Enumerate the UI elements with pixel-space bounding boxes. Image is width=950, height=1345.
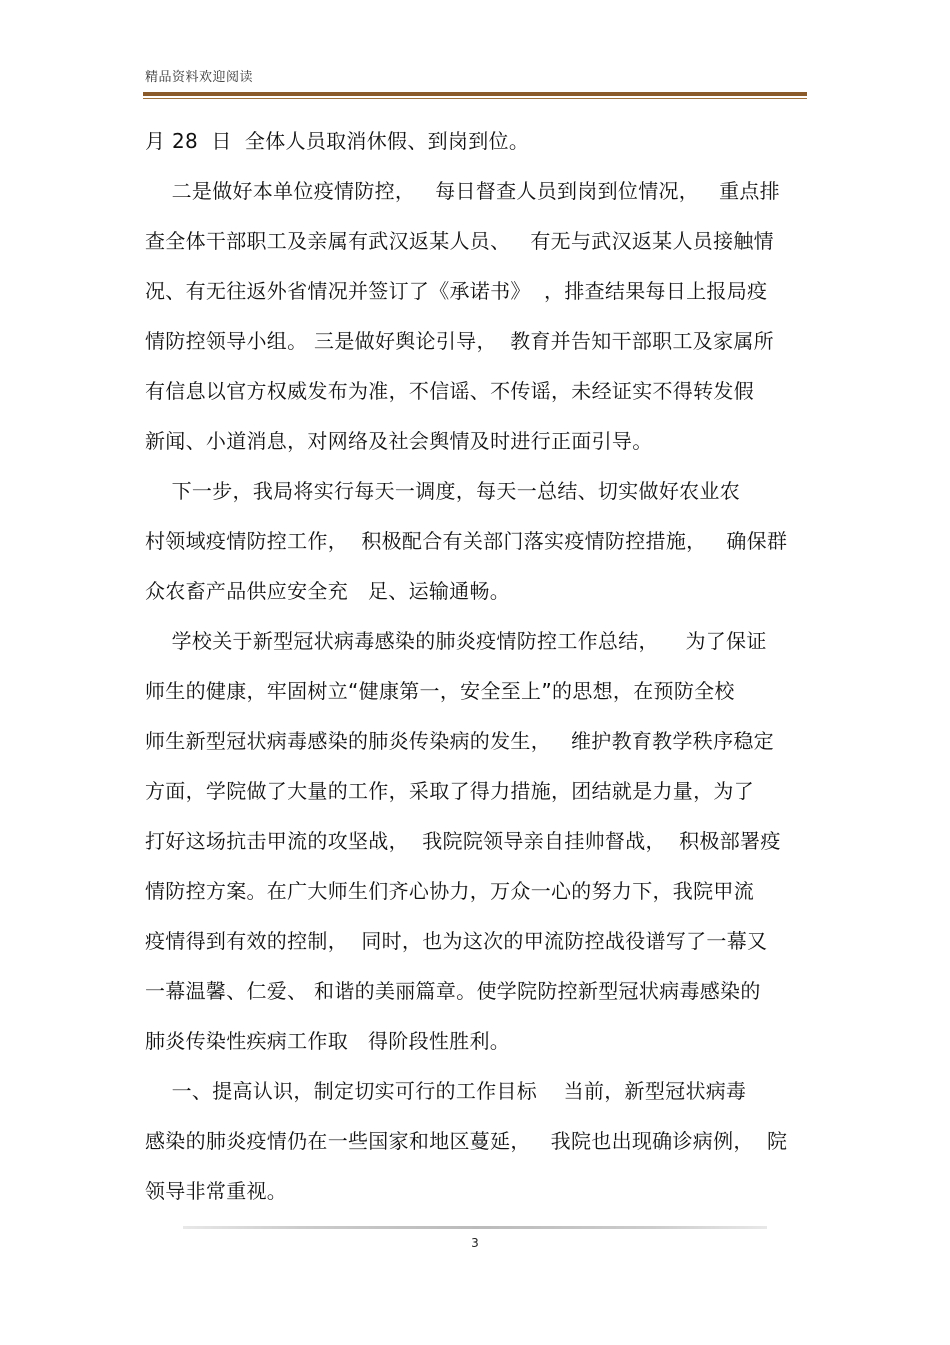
text-line: 众农畜产品供应安全充 足、运输通畅。 bbox=[145, 579, 511, 603]
text-line: 师生的健康，牢固树立“健康第一，安全至上”的思想，在预防全校 bbox=[145, 679, 735, 703]
header-rule bbox=[143, 92, 807, 96]
header-rule-thin bbox=[143, 98, 807, 99]
text-line: 疫情得到有效的控制， 同时，也为这次的甲流防控战役谱写了一幕又 bbox=[145, 929, 768, 953]
document-body bbox=[145, 116, 807, 1216]
text-line: 肺炎传染性疾病工作取 得阶段性胜利。 bbox=[145, 1029, 511, 1053]
text-line: 一、提高认识，制定切实可行的工作目标 当前，新型冠状病毒 bbox=[145, 1079, 747, 1103]
page-number: 3 bbox=[471, 1236, 479, 1250]
text-line: 感染的肺炎疫情仍在一些国家和地区蔓延， 我院也出现确诊病例， 院 bbox=[145, 1129, 788, 1153]
text-line: 有信息以官方权威发布为准，不信谣、不传谣，未经证实不得转发假 bbox=[145, 379, 754, 403]
text-line: 情防控方案。在广大师生们齐心协力，万众一心的努力下，我院甲流 bbox=[145, 879, 754, 903]
running-header: 精品资料欢迎阅读 bbox=[145, 70, 254, 85]
text-line: 查全体干部职工及亲属有武汉返某人员、 有无与武汉返某人员接触情 bbox=[145, 229, 774, 253]
text-line: 村领域疫情防控工作， 积极配合有关部门落实疫情防控措施， 确保群 bbox=[145, 529, 788, 553]
text-line: 新闻、小道消息，对网络及社会舆情及时进行正面引导。 bbox=[145, 429, 653, 453]
text-line: 打好这场抗击甲流的攻坚战， 我院院领导亲自挂帅督战， 积极部署疫 bbox=[145, 829, 781, 853]
text-line: 领导非常重视。 bbox=[145, 1179, 288, 1203]
text-line: 月 28 日 全体人员取消休假、到岗到位。 bbox=[145, 129, 530, 153]
text-line: 学校关于新型冠状病毒感染的肺炎疫情防控工作总结， 为了保证 bbox=[145, 629, 767, 653]
text-line: 师生新型冠状病毒感染的肺炎传染病的发生， 维护教育教学秩序稳定 bbox=[145, 729, 774, 753]
text-line: 情防控领导小组。 三是做好舆论引导， 教育并告知干部职工及家属所 bbox=[145, 329, 774, 353]
text-line: 方面，学院做了大量的工作，采取了得力措施，团结就是力量，为了 bbox=[145, 779, 754, 803]
text-line: 二是做好本单位疫情防控， 每日督查人员到岗到位情况， 重点排 bbox=[145, 179, 780, 203]
footer-rule bbox=[183, 1226, 767, 1229]
text-line: 况、有无往返外省情况并签订了《承诺书》 ，排查结果每日上报局疫 bbox=[145, 279, 768, 303]
text-line: 下一步，我局将实行每天一调度，每天一总结、切实做好农业农 bbox=[145, 479, 741, 503]
text-line: 一幕温馨、仁爱、 和谐的美丽篇章。使学院防控新型冠状病毒感染的 bbox=[145, 979, 761, 1003]
